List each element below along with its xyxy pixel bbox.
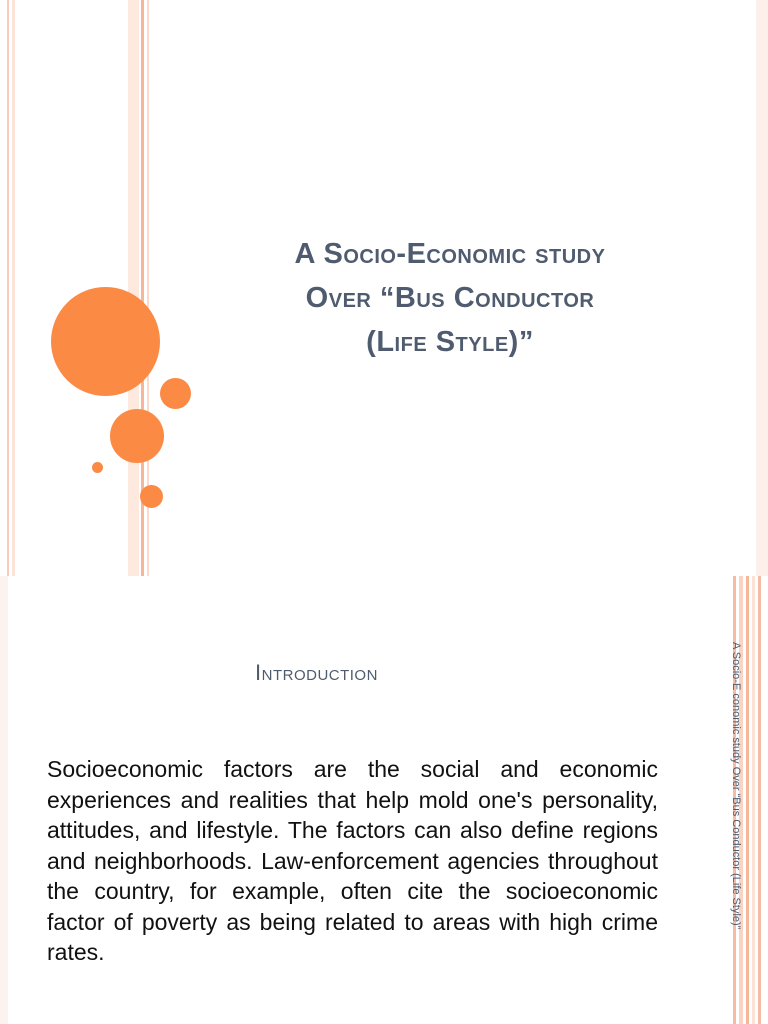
decorative-stripe bbox=[0, 576, 8, 1024]
slide-title-line: A Socio-Economic study bbox=[294, 238, 606, 270]
side-caption: A Socio-E conomic study Over “Bus Conductor (Life Style)” bbox=[730, 642, 742, 930]
slide-title-line: Over “Bus Conductor bbox=[305, 282, 595, 314]
decorative-circle-small bbox=[160, 378, 191, 409]
introduction-slide bbox=[0, 576, 768, 1024]
body-paragraph: Socioeconomic factors are the social and economic experiences and realities that help mold one's personality, attitudes, and lifestyle. The factors can also define regions and neighborhoods. Law-enforcement agencies throughout the country, for example, often cite the socioeconomic factor of poverty as being related to areas with high crime rates. bbox=[47, 756, 658, 965]
decorative-circle-small bbox=[140, 485, 163, 508]
decorative-circle-medium bbox=[110, 409, 164, 463]
decorative-circle-tiny bbox=[92, 462, 103, 473]
decorative-stripe bbox=[758, 576, 761, 1024]
decorative-circle-large bbox=[51, 287, 160, 396]
slide-title-line: (Life Style)” bbox=[366, 326, 534, 358]
decorative-stripe bbox=[756, 0, 768, 576]
decorative-stripe bbox=[7, 0, 9, 576]
decorative-stripe bbox=[128, 0, 139, 576]
slide-title bbox=[200, 232, 700, 364]
decorative-stripe bbox=[752, 576, 755, 1024]
decorative-stripe bbox=[746, 576, 749, 1024]
decorative-stripe bbox=[12, 0, 15, 576]
section-heading: Introduction bbox=[255, 660, 378, 685]
